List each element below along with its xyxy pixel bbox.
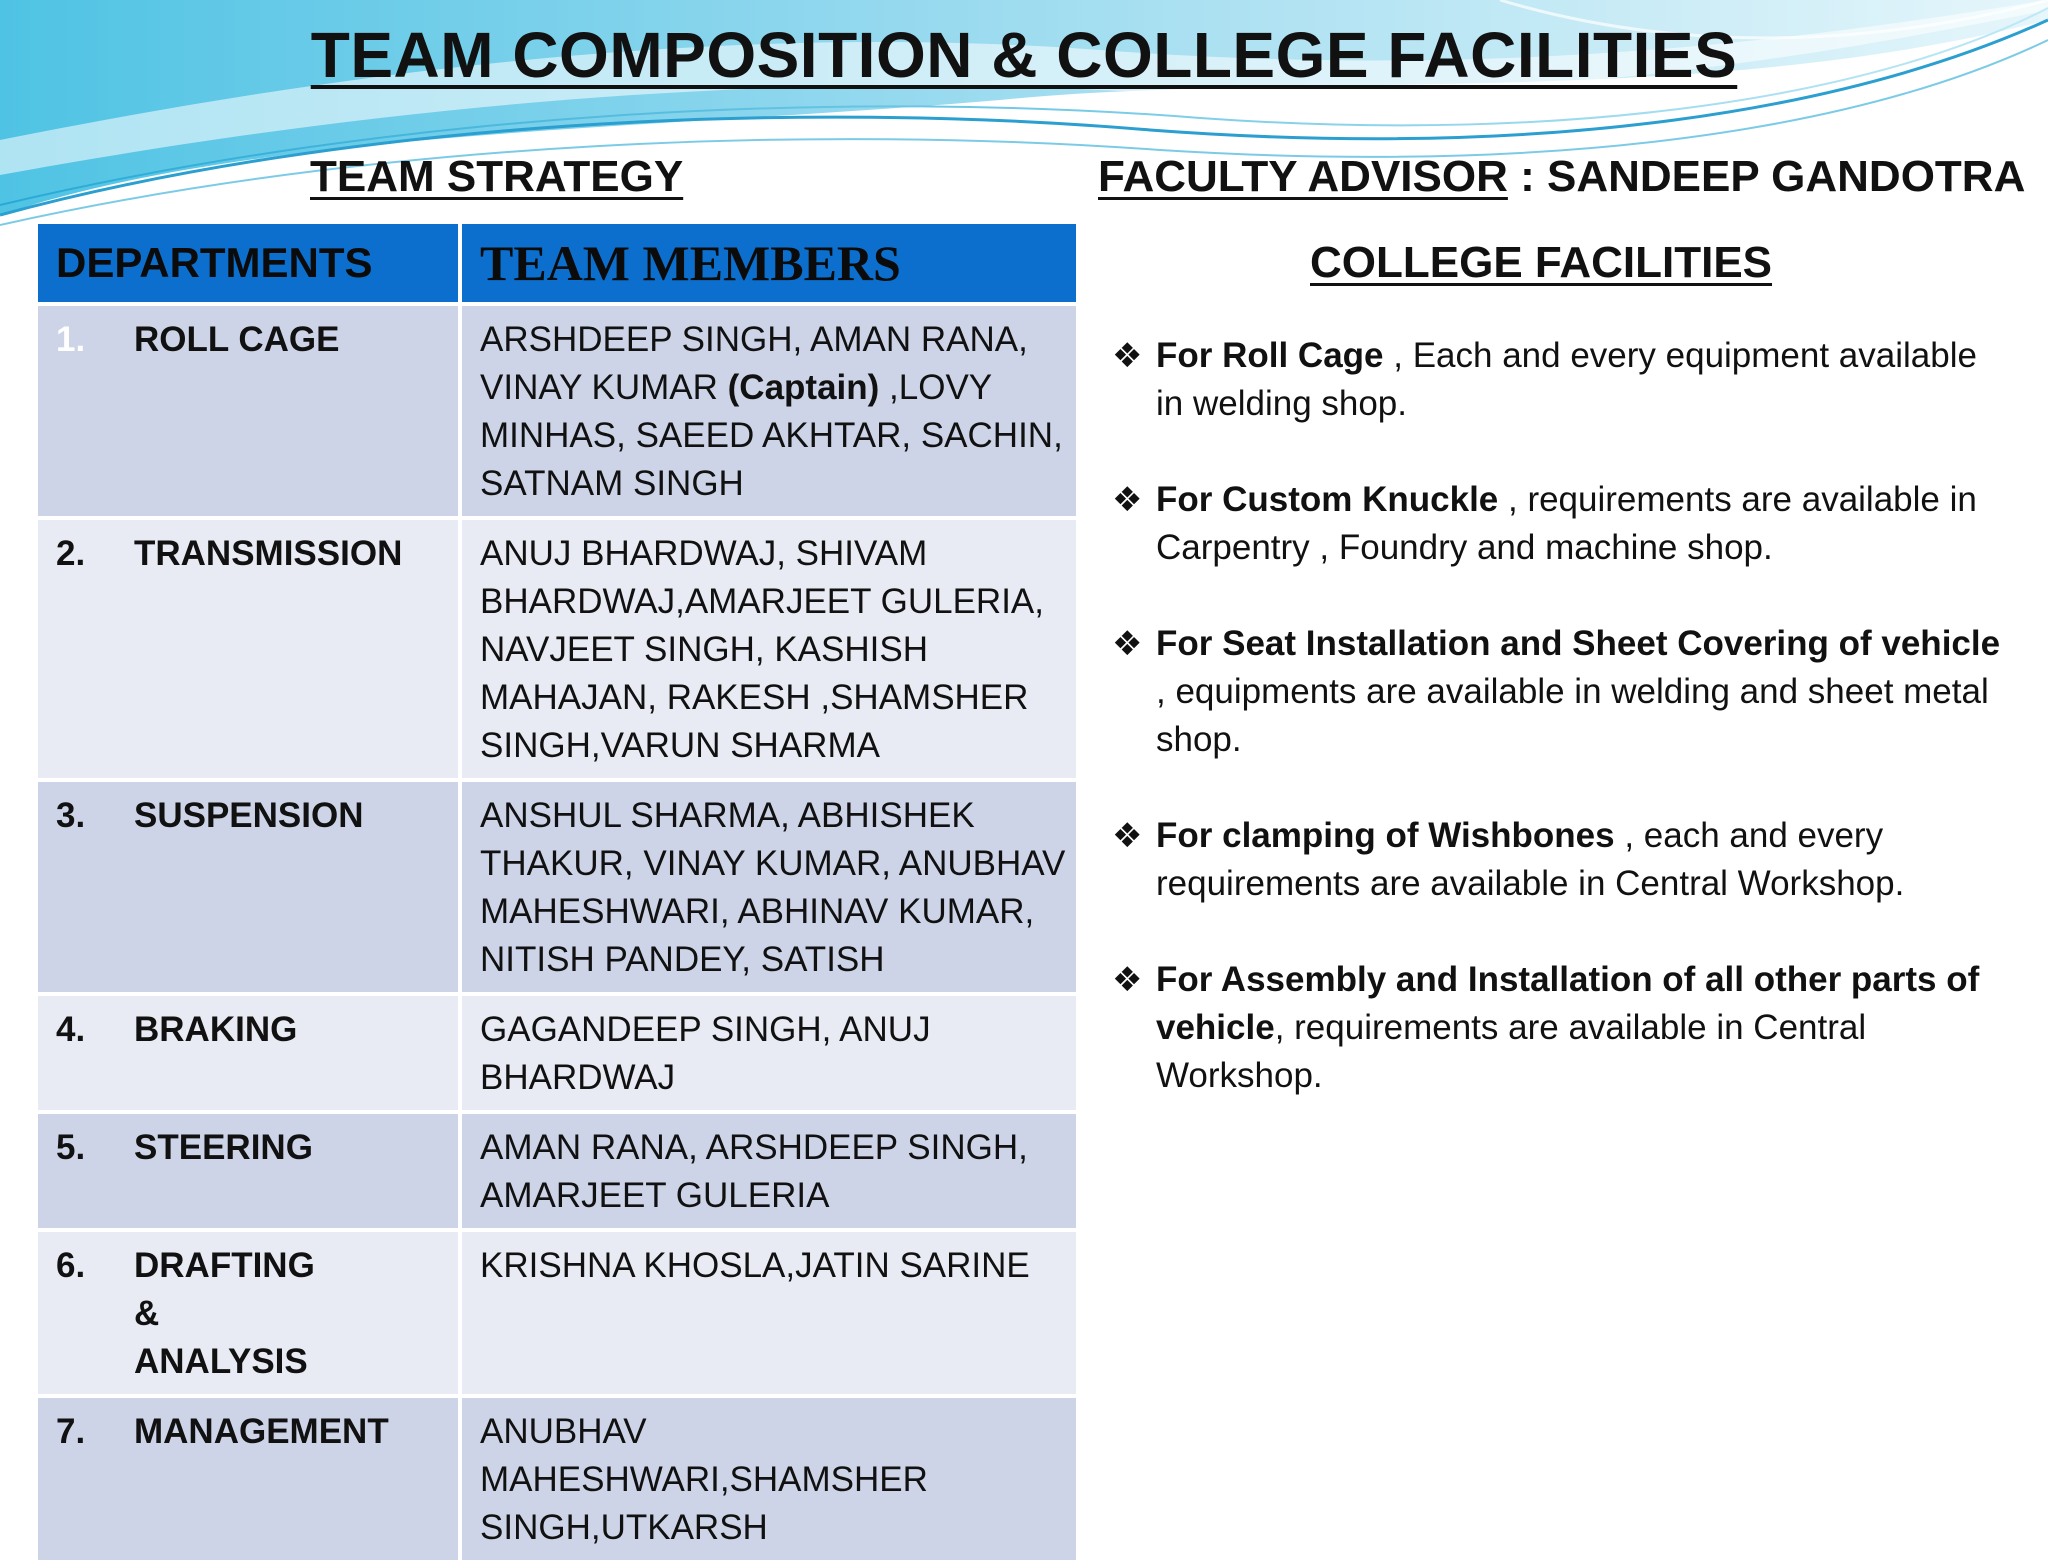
team-strategy-table: [34, 220, 1080, 1564]
team-strategy-heading: TEAM STRATEGY: [310, 152, 684, 201]
team-members-cell: ANSHUL SHARMA, ABHISHEK THAKUR, VINAY KUMAR, ANUBHAV MAHESHWARI, ABHINAV KUMAR, NITISH PANDEY, SATISH: [460, 780, 1078, 994]
team-members-cell: AMAN RANA, ARSHDEEP SINGH, AMARJEET GULERIA: [460, 1112, 1078, 1230]
faculty-advisor-name: SANDEEP GANDOTRA: [1547, 152, 2026, 201]
facility-text: [1156, 620, 2012, 764]
facility-rest: , each and every requirements are available in Central Workshop.: [1156, 816, 1905, 903]
facility-bold: For Custom Knuckle: [1156, 480, 1499, 519]
list-item: [1112, 620, 2012, 764]
list-item: [1112, 956, 2012, 1100]
facility-rest: , requirements are available in Central Workshop.: [1156, 1008, 1867, 1095]
department-name: DRAFTING & ANALYSIS: [134, 1246, 315, 1381]
facility-bold: For Seat Installation and Sheet Covering of vehicle: [1156, 624, 2001, 663]
facility-bold: For Roll Cage: [1156, 336, 1384, 375]
facility-text: [1156, 476, 2012, 572]
department-name: TRANSMISSION: [134, 534, 403, 573]
team-members-cell: KRISHNA KHOSLA,JATIN SARINE: [460, 1230, 1078, 1396]
faculty-advisor-separator: :: [1507, 152, 1547, 201]
list-item: [1112, 476, 2012, 572]
department-cell: [36, 518, 460, 780]
department-name: ROLL CAGE: [134, 320, 340, 359]
department-name: STEERING: [134, 1128, 313, 1167]
list-item: [1112, 812, 2012, 908]
table-row: [36, 1112, 1078, 1230]
department-name: SUSPENSION: [134, 796, 364, 835]
captain-tag: (Captain): [727, 368, 880, 407]
table-row: [36, 1230, 1078, 1396]
table-row: [36, 304, 1078, 518]
facility-bold: For Assembly and Installation of all other parts of vehicle: [1156, 960, 1980, 1047]
diamond-bullet-icon: ❖: [1112, 625, 1143, 663]
table-row: [36, 780, 1078, 994]
team-members-cell: [460, 304, 1078, 518]
team-members-cell: ANUBHAV MAHESHWARI,SHAMSHER SINGH,UTKARSH: [460, 1396, 1078, 1562]
table-header-row: [36, 222, 1078, 304]
members-text: ,LOVY MINHAS, SAEED AKHTAR, SACHIN, SATNAM SINGH: [480, 368, 1063, 503]
faculty-advisor-label: FACULTY ADVISOR: [1098, 152, 1508, 201]
column-header-team-members: TEAM MEMBERS: [460, 222, 1078, 304]
faculty-advisor-line: [1098, 152, 2025, 202]
table-row: [36, 518, 1078, 780]
department-cell: [36, 994, 460, 1112]
department-cell: [36, 1112, 460, 1230]
row-number: 5.: [56, 1128, 86, 1167]
row-number: 3.: [56, 796, 86, 835]
table-row: [36, 1396, 1078, 1562]
row-number: 1.: [56, 320, 86, 359]
column-header-departments: DEPARTMENTS: [36, 222, 460, 304]
facility-rest: , equipments are available in welding and sheet metal shop.: [1156, 672, 1989, 759]
department-name: BRAKING: [134, 1010, 298, 1049]
row-number: 2.: [56, 534, 86, 573]
department-cell: [36, 304, 460, 518]
facility-text: [1156, 956, 2012, 1100]
table-row: [36, 994, 1078, 1112]
row-number: 7.: [56, 1412, 86, 1451]
facility-rest: , requirements are available in Carpentry , Foundry and machine shop.: [1156, 480, 1977, 567]
department-name: MANAGEMENT: [134, 1412, 389, 1451]
list-item: [1112, 332, 2012, 428]
department-cell: [36, 780, 460, 994]
members-text: ARSHDEEP SINGH, AMAN RANA, VINAY KUMAR: [480, 320, 1028, 407]
facility-text: [1156, 812, 2012, 908]
facility-rest: , Each and every equipment available in welding shop.: [1156, 336, 1977, 423]
college-facilities-heading: COLLEGE FACILITIES: [1310, 238, 1773, 287]
diamond-bullet-icon: ❖: [1112, 961, 1143, 999]
diamond-bullet-icon: ❖: [1112, 817, 1143, 855]
page-title: TEAM COMPOSITION & COLLEGE FACILITIES: [310, 19, 1738, 91]
team-members-cell: GAGANDEEP SINGH, ANUJ BHARDWAJ: [460, 994, 1078, 1112]
diamond-bullet-icon: ❖: [1112, 337, 1143, 375]
facility-bold: For clamping of Wishbones: [1156, 816, 1615, 855]
row-number: 4.: [56, 1010, 86, 1049]
department-cell: [36, 1396, 460, 1562]
row-number: 6.: [56, 1246, 86, 1285]
facility-text: [1156, 332, 2012, 428]
department-cell: [36, 1230, 460, 1396]
college-facilities-list: [1112, 332, 2012, 1148]
diamond-bullet-icon: ❖: [1112, 481, 1143, 519]
team-members-cell: ANUJ BHARDWAJ, SHIVAM BHARDWAJ,AMARJEET GULERIA, NAVJEET SINGH, KASHISH MAHAJAN, RAKESH ,SHAMSHER SINGH,VARUN SHARMA: [460, 518, 1078, 780]
